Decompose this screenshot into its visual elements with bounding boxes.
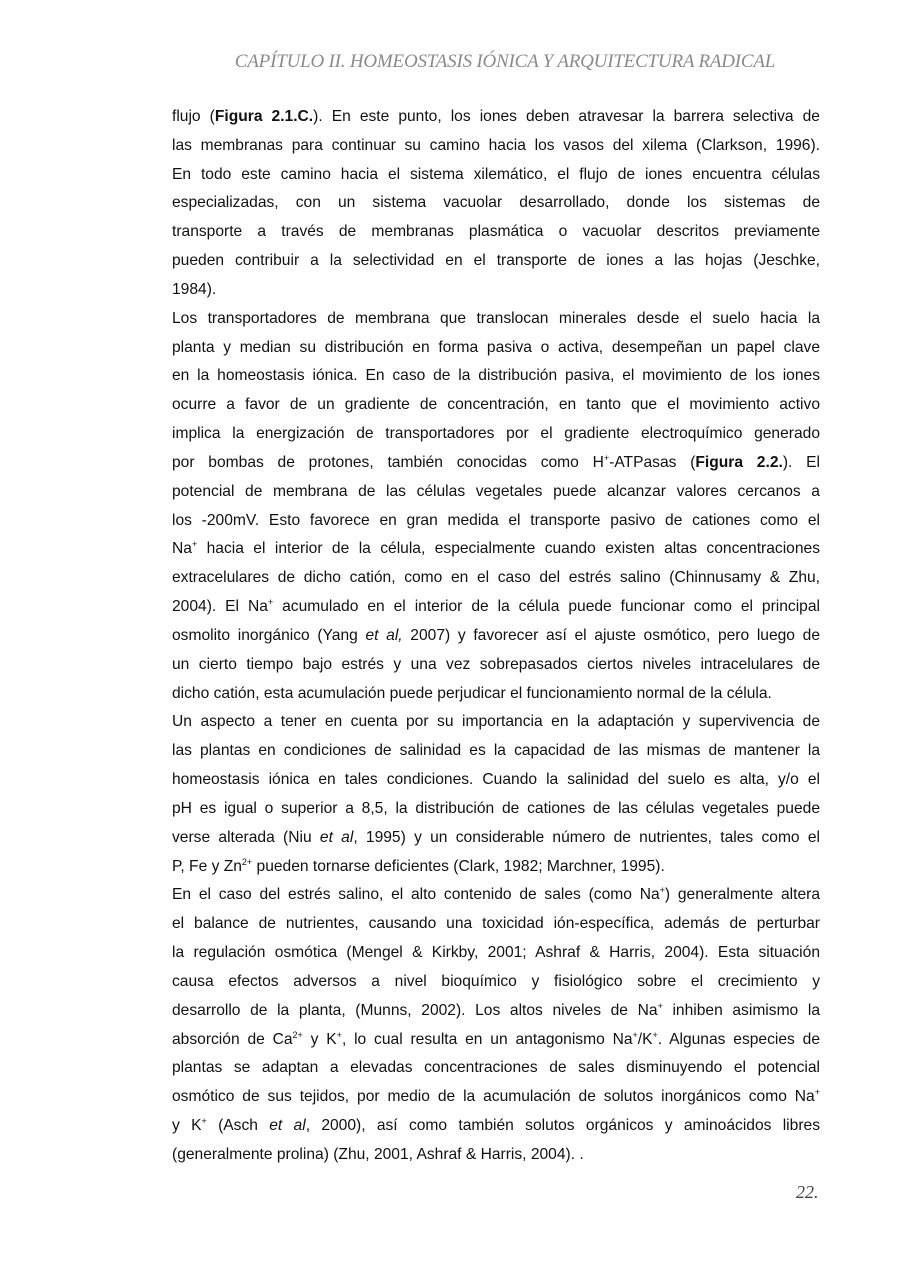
text-run: transporte a través de membranas plasmática o vacuolar descritos previamente [172,223,820,241]
text-line [172,737,820,766]
text-line [172,276,820,305]
text-line [172,478,820,507]
text-run: Los transportadores de membrana que translocan minerales desde el suelo hacia la [172,309,820,327]
text-line [172,708,820,737]
text-line [172,161,820,190]
text-line [172,766,820,795]
text-line [172,968,820,997]
text-run: extracelulares de dicho catión, como en el caso del estrés salino (Chinnusamy & Zhu, [172,569,820,587]
text-run: pH es igual o superior a 8,5, la distribución de cationes de las células vegetales puede [172,799,820,817]
paragraph [172,305,820,709]
text-line [172,247,820,276]
text-line [172,1026,820,1055]
text-run: pueden contribuir a la selectividad en el transporte de iones a las hojas (Jeschke, [172,252,820,270]
text-run: P, Fe y Zn [172,857,242,875]
text-line [172,795,820,824]
text-run: planta y median su distribución en forma pasiva o activa, desempeñan un papel clave [172,338,820,356]
text-run: En todo este camino hacia el sistema xilemático, el flujo de iones encuentra células [172,165,820,183]
text-run: Un aspecto a tener en cuenta por su importancia en la adaptación y supervivencia de [172,713,820,731]
text-run: -ATPasas ( [609,453,696,471]
body-text [172,103,820,1170]
text-run: en la homeostasis iónica. En caso de la distribución pasiva, el movimiento de los iones [172,367,820,385]
text-run: 2007) y favorecer así el ajuste osmótico, pero luego de [402,626,820,644]
text-line [172,132,820,161]
text-line [172,507,820,536]
text-run: ). En este punto, los iones deben atravesar la barrera selectiva de [313,108,820,125]
italic-text: et al [319,828,354,846]
superscript: + [657,1000,663,1011]
running-header: CAPÍTULO II. HOMEOSTASIS IÓNICA Y ARQUITECTURA RADICAL [234,51,776,72]
text-line [172,651,820,680]
text-run: plantas se adaptan a elevadas concentraciones de sales disminuyendo el potencial [172,1059,820,1077]
text-line [172,449,820,478]
text-run: En el caso del estrés salino, el alto contenido de sales (como Na [172,886,660,904]
text-line [172,939,820,968]
superscript: + [632,1029,638,1040]
text-run: absorción de Ca [172,1030,293,1048]
text-run: acumulado en el interior de la célula puede funcionar como el principal [273,598,820,616]
text-run: por bombas de protones, también conocidas como H [172,453,604,471]
text-line [172,420,820,449]
superscript: + [191,539,198,550]
text-line [172,1054,820,1083]
text-line [172,1083,820,1112]
text-line [172,391,820,420]
text-line [172,1141,820,1170]
text-run: y K [172,1116,202,1134]
italic-text: et al [269,1116,306,1134]
text-run: los -200mV. Esto favorece en gran medida el transporte pasivo de cationes como el [172,511,820,529]
text-run: homeostasis iónica en tales condiciones. Cuando la salinidad del suelo es alta, y/o el [172,771,820,789]
text-line [172,362,820,391]
text-line [172,564,820,593]
text-run: 2004). El Na [172,598,268,616]
text-run: (Asch [206,1116,270,1134]
text-run: ). El [782,453,820,471]
text-line [172,334,820,363]
text-run: , 1995) y un considerable número de nutrientes, tales como el [353,828,821,846]
text-run: las plantas en condiciones de salinidad es la capacidad de las mismas de mantener la [172,742,820,760]
figure-reference: Figura 2.2. [695,453,783,471]
text-run: /K [637,1030,653,1048]
superscript: + [267,597,274,608]
text-run: el balance de nutrientes, causando una toxicidad ión-específica, además de perturbar [172,915,820,933]
text-run: Na [172,540,192,558]
superscript: 2+ [292,1029,303,1040]
text-line [172,680,820,709]
text-line [172,1112,820,1141]
text-run: ) generalmente altera [664,886,820,904]
text-line [172,189,820,218]
superscript: 2+ [241,856,253,867]
text-line [172,593,820,622]
text-run: , 2000), así como también solutos orgánicos y aminoácidos libres [305,1116,820,1134]
text-line [172,218,820,247]
paragraph [172,103,820,305]
text-run: verse alterada (Niu [172,828,320,846]
text-run: la regulación osmótica (Mengel & Kirkby, 2001; Ashraf & Harris, 2004). Esta situación [172,944,820,962]
text-run: pueden tornarse deficientes (Clark, 1982; Marchner, 1995). [252,857,665,875]
text-line [172,881,820,910]
text-run: osmótico de sus tejidos, por medio de la acumulación de solutos inorgánicos como Na [172,1088,815,1106]
text-run: (generalmente prolina) (Zhu, 2001, Ashraf & Harris, 2004). . [172,1145,584,1163]
paragraph [172,708,820,881]
page-number: 22. [796,1182,819,1202]
text-line [172,910,820,939]
text-run: hacia el interior de la célula, especialmente cuando existen altas concentraciones [197,540,820,558]
text-line [172,997,820,1026]
text-run: y K [302,1030,337,1048]
italic-text: et al, [365,626,403,644]
superscript: + [336,1029,342,1040]
text-run: osmolito inorgánico (Yang [172,626,366,644]
text-run: 1984). [172,280,217,298]
text-line [172,535,820,564]
text-run: ocurre a favor de un gradiente de concentración, en tanto que el movimiento activo [172,396,820,414]
text-run: implica la energización de transportadores por el gradiente electroquímico generado [172,425,820,443]
text-run: , lo cual resulta en un antagonismo Na [341,1030,633,1048]
text-line [172,305,820,334]
text-run: flujo ( [172,108,215,125]
text-line [172,103,820,132]
paragraph [172,881,820,1169]
superscript: + [652,1029,658,1040]
text-line [172,853,820,882]
text-run: un cierto tiempo bajo estrés y una vez sobrepasados ciertos niveles intracelulares de [172,655,820,673]
superscript: + [659,885,665,896]
text-line [172,824,820,853]
figure-reference: Figura 2.1.C. [214,108,314,125]
superscript: + [201,1115,207,1126]
text-line [172,622,820,651]
text-run: especializadas, con un sistema vacuolar desarrollado, donde los sistemas de [172,194,820,212]
text-run: . Algunas especies de [657,1030,820,1048]
text-run: desarrollo de la planta, (Munns, 2002). Los altos niveles de Na [172,1001,658,1019]
text-run: las membranas para continuar su camino hacia los vasos del xilema (Clarkson, 1996). [172,136,820,154]
text-run: inhiben asimismo la [662,1001,821,1019]
text-run: dicho catión, esta acumulación puede perjudicar el funcionamiento normal de la célula. [172,684,772,702]
superscript: + [603,452,610,463]
text-run: causa efectos adversos a nivel bioquímico y fisiológico sobre el crecimiento y [172,972,820,990]
text-run: potencial de membrana de las células vegetales puede alcanzar valores cercanos a [172,482,820,500]
superscript: + [814,1087,820,1098]
